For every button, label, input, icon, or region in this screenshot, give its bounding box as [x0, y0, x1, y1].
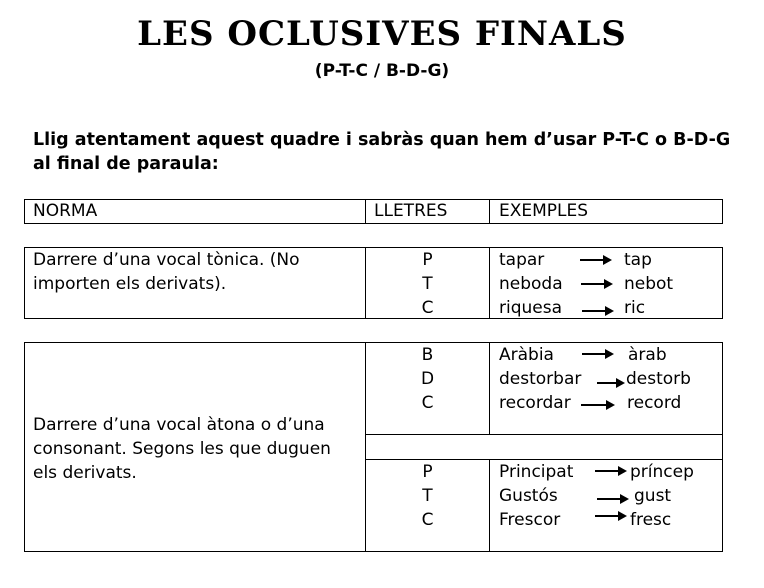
rule1-example-from: tapar — [499, 250, 545, 270]
rule2-divider — [489, 459, 490, 552]
arrow-icon — [582, 348, 614, 360]
rule1-example-to: nebot — [624, 274, 674, 294]
header-exemples: EXEMPLES — [499, 201, 589, 221]
page-subtitle: (P-T-C / B-D-G) — [314, 61, 450, 81]
arrow-icon — [581, 399, 615, 411]
instructions-text: Llig atentament aquest quadre i sabràs quan hem d’usar P-T-C o B-D-G al final de paraula: — [33, 130, 731, 174]
rule1-norma: Darrere d’una vocal tònica. (No importen els derivats). — [33, 250, 300, 294]
rule1-letter: C — [421, 298, 434, 318]
header-norma: NORMA — [33, 201, 98, 221]
rule2-letter: B — [421, 345, 434, 365]
header-divider — [489, 199, 490, 224]
rule2-letter: D — [420, 369, 435, 389]
rule2-norma: Darrere d’una vocal àtona o d’una consonant. Segons les que duguen els derivats. — [33, 415, 331, 483]
rule1-example-to: tap — [624, 250, 652, 270]
rule2-divider — [489, 342, 490, 435]
rule2-divider — [365, 434, 723, 435]
rule2-letter: P — [422, 462, 433, 482]
rule1-divider — [489, 247, 490, 319]
rule1-example-from: riquesa — [499, 298, 563, 318]
rule2-example-to: gust — [634, 486, 672, 506]
arrow-icon — [580, 254, 612, 266]
rule1-letter: P — [422, 250, 433, 270]
arrow-icon — [582, 305, 614, 317]
rule2-example-to: destorb — [626, 369, 691, 389]
header-lletres: LLETRES — [374, 201, 448, 221]
rule1-example-to: ric — [624, 298, 646, 318]
rule2-example-to: príncep — [630, 462, 694, 482]
arrow-icon — [595, 510, 627, 522]
arrow-icon — [581, 278, 613, 290]
arrow-icon — [597, 377, 625, 389]
rule2-example-from: recordar — [499, 393, 571, 413]
rule2-example-from: destorbar — [499, 369, 582, 389]
rule2-letter: C — [421, 510, 434, 530]
arrow-icon — [597, 493, 629, 505]
rule2-example-from: Aràbia — [499, 345, 554, 365]
rule1-letter: T — [422, 274, 433, 294]
rule2-example-to: àrab — [628, 345, 667, 365]
rule2-letter: T — [422, 486, 433, 506]
arrow-icon — [595, 465, 627, 477]
rule2-example-from: Principat — [499, 462, 574, 482]
rule2-letter: C — [421, 393, 434, 413]
page-title: LES OCLUSIVES FINALS — [137, 14, 627, 54]
rule2-example-from: Frescor — [499, 510, 561, 530]
header-divider — [365, 199, 366, 224]
rule2-example-from: Gustós — [499, 486, 558, 506]
rule2-example-to: record — [627, 393, 682, 413]
rule1-example-from: neboda — [499, 274, 563, 294]
rule2-example-to: fresc — [630, 510, 672, 530]
